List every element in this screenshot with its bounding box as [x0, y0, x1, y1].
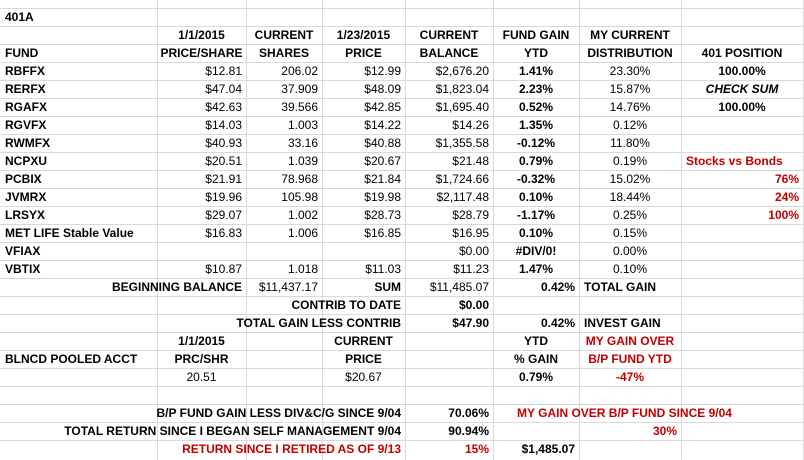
cell-shares[interactable]: 1.018 [287, 262, 318, 276]
cell-ytd[interactable]: -0.12% [516, 136, 556, 150]
cell-ytd[interactable]: 1.41% [518, 64, 554, 78]
cell-price[interactable]: $40.88 [364, 136, 401, 150]
header-price-share[interactable]: PRICE/SHARE [160, 46, 243, 60]
cell-price-share[interactable]: $47.04 [205, 82, 242, 96]
cell-balance[interactable]: $16.95 [452, 226, 489, 240]
position-value-1[interactable]: 100.00% [718, 64, 766, 78]
cell-price-share[interactable]: $20.51 [205, 154, 242, 168]
cell-ytd[interactable]: -1.17% [516, 208, 556, 222]
cell-shares[interactable]: 1.002 [287, 208, 318, 222]
cell-fund[interactable]: RGVFX [5, 118, 47, 132]
cell-shares[interactable]: 206.02 [281, 64, 318, 78]
cell-shares[interactable]: 39.566 [281, 100, 318, 114]
cell-fund[interactable]: VFIAX [5, 244, 41, 258]
cell-distribution[interactable]: 15.02% [609, 172, 651, 186]
header-ytd[interactable]: YTD [524, 46, 548, 60]
cell-distribution[interactable]: 0.10% [612, 262, 648, 276]
cell-balance[interactable]: $1,724.66 [435, 172, 489, 186]
cell-shares[interactable]: 1.039 [287, 154, 318, 168]
cell-ytd[interactable]: 1.35% [518, 118, 554, 132]
pooled-price-value[interactable]: $20.67 [345, 370, 382, 384]
cell-ytd[interactable]: -0.32% [516, 172, 556, 186]
cell-price-share[interactable]: $10.87 [205, 262, 242, 276]
cell-price[interactable]: $19.98 [364, 190, 401, 204]
sheet-title[interactable]: 401A [5, 10, 34, 24]
cell-balance[interactable]: $1,823.04 [435, 82, 489, 96]
header-shares[interactable]: SHARES [258, 46, 309, 60]
cell-shares[interactable]: 37.909 [281, 82, 318, 96]
cell-balance[interactable]: $0.00 [458, 244, 489, 258]
cell-price[interactable] [322, 242, 405, 260]
cell-distribution[interactable]: 0.25% [612, 208, 648, 222]
beginning-balance-label[interactable]: BEGINNING BALANCE [111, 280, 242, 294]
cell-price-share[interactable]: $21.91 [205, 172, 242, 186]
total-gain-label[interactable]: TOTAL GAIN [584, 280, 656, 294]
cell-distribution[interactable]: 18.44% [609, 190, 651, 204]
total-return-value[interactable]: 90.94% [448, 424, 489, 438]
invest-gain-label[interactable]: INVEST GAIN [584, 316, 661, 330]
my-gain-since-label[interactable]: MY GAIN OVER B/P FUND SINCE 9/04 [517, 406, 732, 420]
contrib-label[interactable]: CONTRIB TO DATE [291, 298, 401, 312]
cell-shares[interactable]: 1.006 [287, 226, 318, 240]
cell-distribution[interactable]: 0.15% [612, 226, 648, 240]
header-fund[interactable]: FUND [5, 46, 39, 60]
sum-label[interactable]: SUM [374, 280, 401, 294]
pooled-prc-value[interactable]: 20.51 [186, 370, 217, 384]
beginning-balance-value[interactable]: $11,437.17 [258, 280, 318, 294]
pooled-prc-shr[interactable]: PRC/SHR [174, 352, 229, 366]
bp-gain-label[interactable]: B/P FUND GAIN LESS DIV&C/G SINCE 9/04 [156, 406, 401, 420]
cell-distribution[interactable]: 14.76% [609, 100, 651, 114]
cell-ytd[interactable]: 0.10% [518, 190, 554, 204]
pooled-date[interactable]: 1/1/2015 [178, 334, 225, 348]
cell-shares[interactable]: 78.968 [281, 172, 318, 186]
bp-fund-ytd-label[interactable]: B/P FUND YTD [588, 352, 672, 366]
cell-fund[interactable]: RGAFX [5, 100, 47, 114]
header-current-2[interactable]: CURRENT [419, 28, 479, 42]
total-gain-pct[interactable]: 0.42% [540, 280, 575, 294]
cell-distribution[interactable]: 0.12% [612, 118, 648, 132]
cell-price[interactable]: $12.99 [364, 64, 401, 78]
cell-fund[interactable]: RWMFX [5, 136, 51, 150]
header-my-current[interactable]: MY CURRENT [590, 28, 670, 42]
cell-distribution[interactable]: 0.00% [612, 244, 648, 258]
cell-balance[interactable]: $14.26 [452, 118, 489, 132]
cell-fund[interactable]: VBTIX [5, 262, 41, 276]
stocks-pct[interactable]: 76% [774, 172, 799, 186]
cell-price[interactable]: $16.85 [364, 226, 401, 240]
cell-fund[interactable]: RBFFX [5, 64, 45, 78]
cell-shares[interactable]: 1.003 [287, 118, 318, 132]
header-date-1[interactable]: 1/1/2015 [178, 28, 225, 42]
cell-price[interactable]: $48.09 [364, 82, 401, 96]
bp-gain-value[interactable]: 70.06% [448, 406, 489, 420]
cell-price[interactable]: $11.03 [365, 262, 401, 276]
invest-gain-pct[interactable]: 0.42% [540, 316, 575, 330]
cell-price-share[interactable]: $29.07 [205, 208, 242, 222]
cell-balance[interactable]: $11.23 [453, 262, 489, 276]
cell-balance[interactable]: $1,355.58 [435, 136, 489, 150]
cell-fund[interactable]: MET LIFE Stable Value [5, 226, 134, 240]
cell-shares[interactable] [246, 242, 322, 260]
cell-ytd[interactable]: 1.47% [518, 262, 554, 276]
cell-price[interactable]: $20.67 [364, 154, 401, 168]
cell-price-share[interactable]: $19.96 [205, 190, 242, 204]
total-pct[interactable]: 100% [768, 208, 799, 222]
cell-price-share[interactable]: $16.83 [205, 226, 242, 240]
cell-price-share[interactable]: $14.03 [205, 118, 242, 132]
pooled-ytd[interactable]: YTD [524, 334, 548, 348]
cell-shares[interactable]: 33.16 [287, 136, 318, 150]
cell-ytd[interactable]: 0.79% [518, 154, 554, 168]
retired-pct[interactable]: 15% [464, 442, 489, 456]
pooled-vs-value[interactable]: -47% [615, 370, 644, 384]
pooled-price[interactable]: PRICE [345, 352, 382, 366]
cell-fund[interactable]: PCBIX [5, 172, 42, 186]
cell-ytd[interactable]: 0.10% [518, 226, 554, 240]
position-value-2[interactable]: 100.00% [718, 100, 766, 114]
cell-price[interactable]: $28.73 [364, 208, 401, 222]
cell-fund[interactable]: JVMRX [5, 190, 47, 204]
check-sum-label[interactable]: CHECK SUM [705, 82, 779, 96]
cell-ytd[interactable]: #DIV/0! [515, 244, 557, 258]
header-price[interactable]: PRICE [345, 46, 382, 60]
cell-distribution[interactable]: 23.30% [609, 64, 651, 78]
retired-value[interactable]: $1,485.07 [521, 442, 575, 456]
cell-price-share[interactable]: $40.93 [205, 136, 242, 150]
cell-fund[interactable]: NCPXU [5, 154, 48, 168]
contrib-value[interactable]: $0.00 [458, 298, 489, 312]
less-contrib-label[interactable]: TOTAL GAIN LESS CONTRIB [236, 316, 401, 330]
my-gain-over-label[interactable]: MY GAIN OVER [585, 334, 675, 348]
cell-balance[interactable]: $28.79 [452, 208, 489, 222]
my-gain-since-value[interactable]: 30% [652, 424, 677, 438]
header-balance[interactable]: BALANCE [419, 46, 479, 60]
pooled-acct-label[interactable]: BLNCD POOLED ACCT [5, 352, 138, 366]
cell-price-share[interactable]: $42.63 [205, 100, 242, 114]
cell-fund[interactable]: RERFX [5, 82, 46, 96]
cell-price[interactable]: $14.22 [364, 118, 401, 132]
cell-fund[interactable]: LRSYX [5, 208, 46, 222]
header-401-position[interactable]: 401 POSITION [701, 46, 783, 60]
less-contrib-value[interactable]: $47.90 [452, 316, 489, 330]
cell-balance[interactable]: $21.48 [452, 154, 489, 168]
cell-balance[interactable]: $2,117.48 [436, 190, 489, 204]
cell-price[interactable]: $21.84 [364, 172, 401, 186]
cell-price-share[interactable] [157, 242, 246, 260]
bonds-pct[interactable]: 24% [774, 190, 799, 204]
retired-label[interactable]: RETURN SINCE I RETIRED AS OF 9/13 [182, 442, 401, 456]
cell-balance[interactable]: $2,676.20 [435, 64, 489, 78]
cell-price[interactable]: $42.85 [364, 100, 401, 114]
header-distribution[interactable]: DISTRIBUTION [587, 46, 673, 60]
total-return-label[interactable]: TOTAL RETURN SINCE I BEGAN SELF MANAGEMENT 9/04 [64, 424, 401, 438]
cell-ytd[interactable]: 0.52% [518, 100, 554, 114]
pooled-pct-gain[interactable]: % GAIN [513, 352, 558, 366]
stocks-vs-bonds-label[interactable]: Stocks vs Bonds [686, 154, 783, 168]
header-fund-gain[interactable]: FUND GAIN [502, 28, 570, 42]
cell-shares[interactable]: 105.98 [281, 190, 318, 204]
cell-distribution[interactable]: 0.19% [612, 154, 648, 168]
cell-ytd[interactable]: 2.23% [518, 82, 554, 96]
cell-distribution[interactable]: 11.80% [610, 136, 650, 150]
header-current-1[interactable]: CURRENT [254, 28, 314, 42]
header-date-2[interactable]: 1/23/2015 [336, 28, 391, 42]
sum-value[interactable]: $11,485.07 [429, 280, 489, 294]
cell-distribution[interactable]: 15.87% [609, 82, 651, 96]
cell-balance[interactable]: $1,695.40 [435, 100, 489, 114]
pooled-gain-value[interactable]: 0.79% [518, 370, 554, 384]
cell-price-share[interactable]: $12.81 [205, 64, 242, 78]
pooled-current[interactable]: CURRENT [334, 334, 393, 348]
